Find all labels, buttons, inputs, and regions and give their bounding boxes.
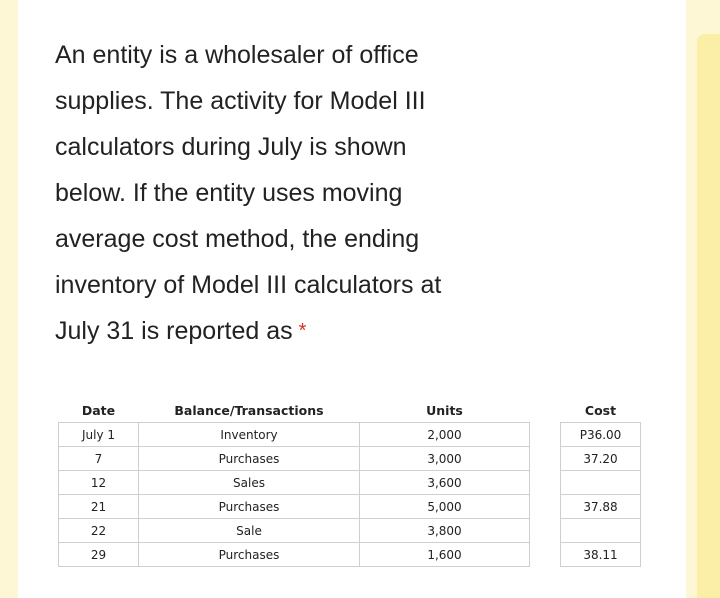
cell-cost <box>561 471 641 495</box>
header-units: Units <box>426 402 463 418</box>
table-row <box>59 423 641 447</box>
cell-date: July 1 <box>59 423 139 447</box>
table-row <box>59 543 641 567</box>
header-date: Date <box>81 402 116 418</box>
header-gap <box>530 398 561 423</box>
table-row <box>59 447 641 471</box>
cell-balance: Sales <box>139 471 360 495</box>
cell-gap <box>530 495 561 519</box>
cell-units: 3,000 <box>360 447 530 471</box>
cell-date: 12 <box>59 471 139 495</box>
cell-balance: Purchases <box>139 495 360 519</box>
cell-units: 2,000 <box>360 423 530 447</box>
question-line: inventory of Model III calculators at <box>55 271 442 299</box>
cell-gap <box>530 543 561 567</box>
cell-gap <box>530 471 561 495</box>
cell-units: 5,000 <box>360 495 530 519</box>
cell-gap <box>530 447 561 471</box>
cell-balance: Inventory <box>139 423 360 447</box>
table-header-row <box>59 398 641 423</box>
adjacent-card-edge <box>697 34 720 598</box>
table-row <box>59 471 641 495</box>
cell-gap <box>530 519 561 543</box>
cell-cost: 38.11 <box>561 543 641 567</box>
cell-cost: 37.20 <box>561 447 641 471</box>
question-line: An entity is a wholesaler of office <box>55 41 419 69</box>
inventory-table <box>58 398 641 567</box>
cell-date: 22 <box>59 519 139 543</box>
required-marker: * <box>298 320 307 342</box>
cell-units: 3,800 <box>360 519 530 543</box>
question-line: calculators during July is shown <box>55 133 407 161</box>
cell-balance: Sale <box>139 519 360 543</box>
question-text <box>55 32 575 354</box>
cell-cost <box>561 519 641 543</box>
question-line: average cost method, the ending <box>55 225 420 253</box>
cell-units: 3,600 <box>360 471 530 495</box>
cell-date: 29 <box>59 543 139 567</box>
header-balance: Balance/Transactions <box>174 402 324 418</box>
table-row <box>59 495 641 519</box>
header-cost: Cost <box>584 402 617 418</box>
question-line: below. If the entity uses moving <box>55 179 403 207</box>
cell-cost: P36.00 <box>561 423 641 447</box>
cell-gap <box>530 423 561 447</box>
table-row <box>59 519 641 543</box>
cell-balance: Purchases <box>139 543 360 567</box>
cell-units: 1,600 <box>360 543 530 567</box>
question-line: supplies. The activity for Model III <box>55 87 426 115</box>
question-line-last <box>55 308 575 354</box>
cell-date: 21 <box>59 495 139 519</box>
cell-date: 7 <box>59 447 139 471</box>
question-line: July 31 is reported as <box>55 317 293 345</box>
cell-cost: 37.88 <box>561 495 641 519</box>
cell-balance: Purchases <box>139 447 360 471</box>
